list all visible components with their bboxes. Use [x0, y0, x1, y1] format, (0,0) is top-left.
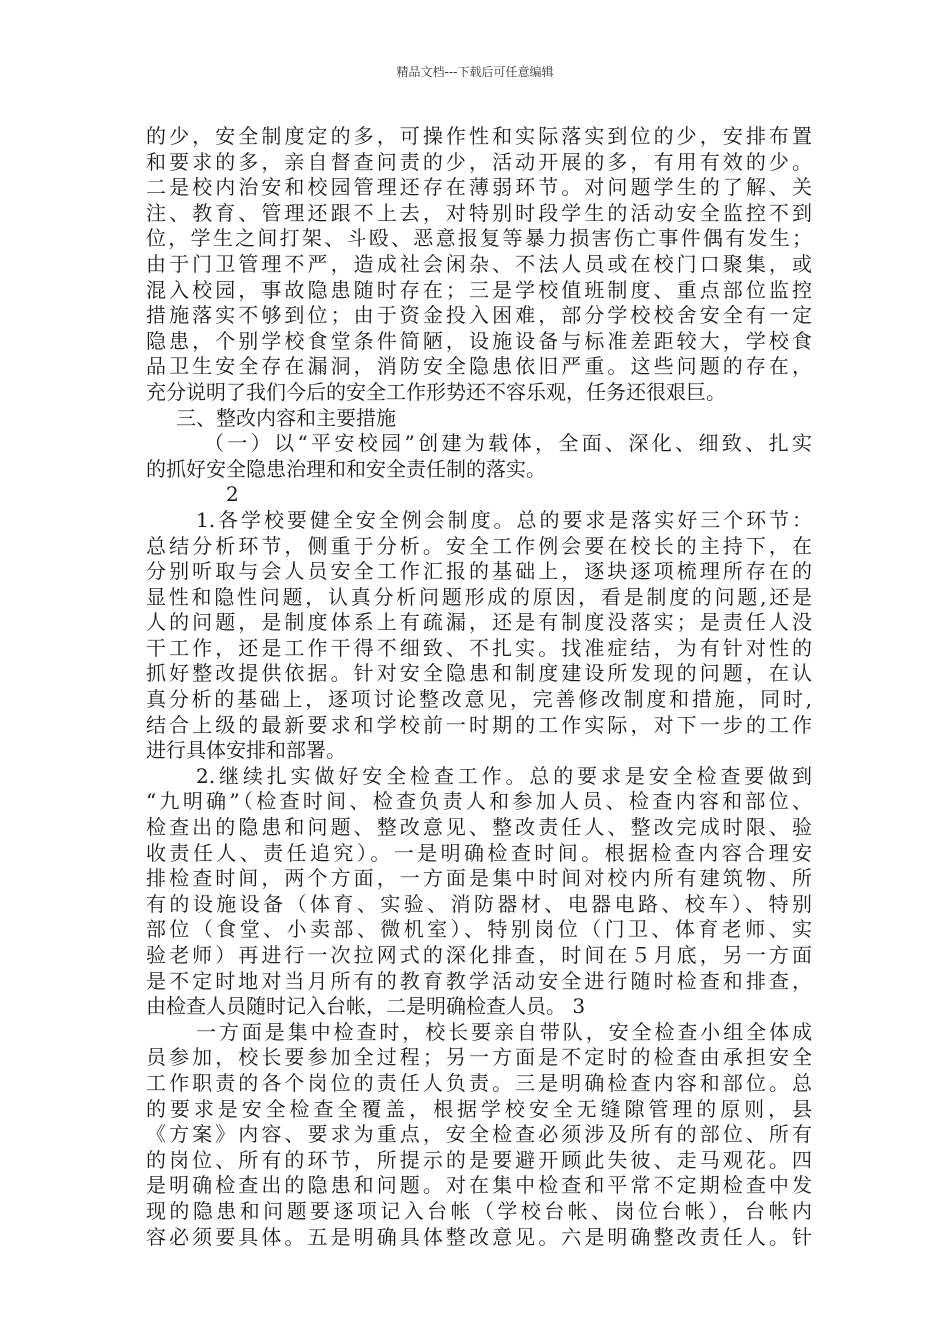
text-line: 有的设施设备（体育、实验、消防器材、电器电路、校车）、特别 [146, 891, 812, 916]
text-line: 检查出的隐患和问题、整改意见、整改责任人、整改完成时限、验 [146, 815, 812, 840]
text-line: 二是校内治安和校园管理还存在薄弱环节。对问题学生的了解、关 [146, 175, 812, 200]
text-line: 分别听取与会人员安全工作汇报的基础上，逐块逐项梳理所存在的 [146, 559, 812, 584]
text-line: 容必须要具体。五是明确具体整改意见。六是明确整改责任人。针 [146, 1224, 812, 1249]
text-line: 的要求是安全检查全覆盖，根据学校安全无缝隙管理的原则，县 [146, 1096, 812, 1121]
text-line: 进行具体安排和部署。 [146, 738, 346, 763]
section-heading: 三、整改内容和主要措施 [176, 405, 396, 430]
text-line: 排检查时间，两个方面，一方面是集中时间对校内所有建筑物、所 [146, 866, 812, 891]
paragraph-start: 2.继续扎实做好安全检查工作。总的要求是安全检查要做到 [196, 763, 812, 788]
page-header: 精品文档---下载后可任意编辑 [396, 65, 554, 79]
text-line: 的抓好安全隐患治理和和安全责任制的落实。 [146, 456, 546, 481]
document-body [146, 124, 812, 1250]
text-line: 部位（食堂、小卖部、微机室）、特别岗位（门卫、体育老师、实 [146, 917, 812, 942]
text-line: 真分析的基础上，逐项讨论整改意见，完善修改制度和措施，同时, [146, 687, 812, 712]
text-line: 由于门卫管理不严，造成社会闲杂、不法人员或在校门口聚集，或 [146, 251, 812, 276]
text-line: 总结分析环节，侧重于分析。安全工作例会要在校长的主持下，在 [146, 533, 812, 558]
text-line: 位，学生之间打架、斗殴、恶意报复等暴力损害伤亡事件偶有发生； [146, 226, 812, 251]
text-line: 现的隐患和问题要逐项记入台帐（学校台帐、岗位台帐），台帐内 [146, 1198, 812, 1223]
text-line: 人的问题，是制度体系上有疏漏，还是有制度没落实；是责任人没 [146, 610, 812, 635]
text-line: 和要求的多，亲自督查问责的少，活动开展的多，有用有效的少。 [146, 149, 812, 174]
text-line: 抓好整改提供依据。针对安全隐患和制度建设所发现的问题，在认 [146, 661, 812, 686]
text-line: 充分说明了我们今后的安全工作形势还不容乐观，任务还很艰巨。 [146, 379, 726, 404]
text-line: 品卫生安全存在漏洞，消防安全隐患依旧严重。这些问题的存在， [146, 354, 812, 379]
text-line: 由检查人员随时记入台帐，二是明确检查人员。 3 [146, 994, 586, 1019]
text-line: 是明确检查出的隐患和问题。对在集中检查和平常不定期检查中发 [146, 1173, 812, 1198]
page-number: 2 [226, 482, 239, 507]
text-line: 《方案》内容、要求为重点，安全检查必须涉及所有的部位、所有 [146, 1122, 812, 1147]
text-line: 结合上级的最新要求和学校前一时期的工作实际，对下一步的工作 [146, 712, 812, 737]
text-line: 收责任人、责任追究）。一是明确检查时间。根据检查内容合理安 [146, 840, 812, 865]
text-line: 验老师）再进行一次拉网式的深化排查，时间在５月底，另一方面 [146, 943, 812, 967]
text-line: 干工作，还是工作干得不细致、不扎实。找准症结，为有针对性的 [146, 635, 812, 660]
text-line: 显性和隐性问题，认真分析问题形成的原因，看是制度的问题,还是 [146, 584, 812, 609]
text-line: 是不定时地对当月所有的教育教学活动安全进行随时检查和排查， [146, 968, 812, 993]
text-line: “九明确”（检查时间、检查负责人和参加人员、检查内容和部位、 [146, 789, 812, 814]
text-line: 员参加，校长要参加全过程；另一方面是不定时的检查由承担安全 [146, 1045, 812, 1070]
text-line: 的少，安全制度定的多，可操作性和实际落实到位的少，安排布置 [146, 124, 812, 148]
text-line: 工作职责的各个岗位的责任人负责。三是明确检查内容和部位。总 [146, 1070, 812, 1095]
text-line: 隐患，个别学校食堂条件简陋，设施设备与标准差距较大，学校食 [146, 328, 812, 353]
text-line: 的岗位、所有的环节，所提示的是要避开顾此失彼、走马观花。四 [146, 1147, 812, 1172]
text-line: 措施落实不够到位；由于资金投入困难，部分学校校舍安全有一定 [146, 303, 812, 328]
subsection-heading: （一）以“平安校园”创建为载体，全面、深化、细致、扎实 [204, 431, 812, 456]
text-line: 混入校园，事故隐患随时存在；三是学校值班制度、重点部位监控 [146, 277, 812, 302]
paragraph-start: 1.各学校要健全安全例会制度。总的要求是落实好三个环节： [196, 507, 812, 532]
paragraph-start: 一方面是集中检查时，校长要亲自带队，安全检查小组全体成 [196, 1019, 812, 1044]
text-line: 注、教育、管理还跟不上去，对特别时段学生的活动安全监控不到 [146, 200, 812, 225]
